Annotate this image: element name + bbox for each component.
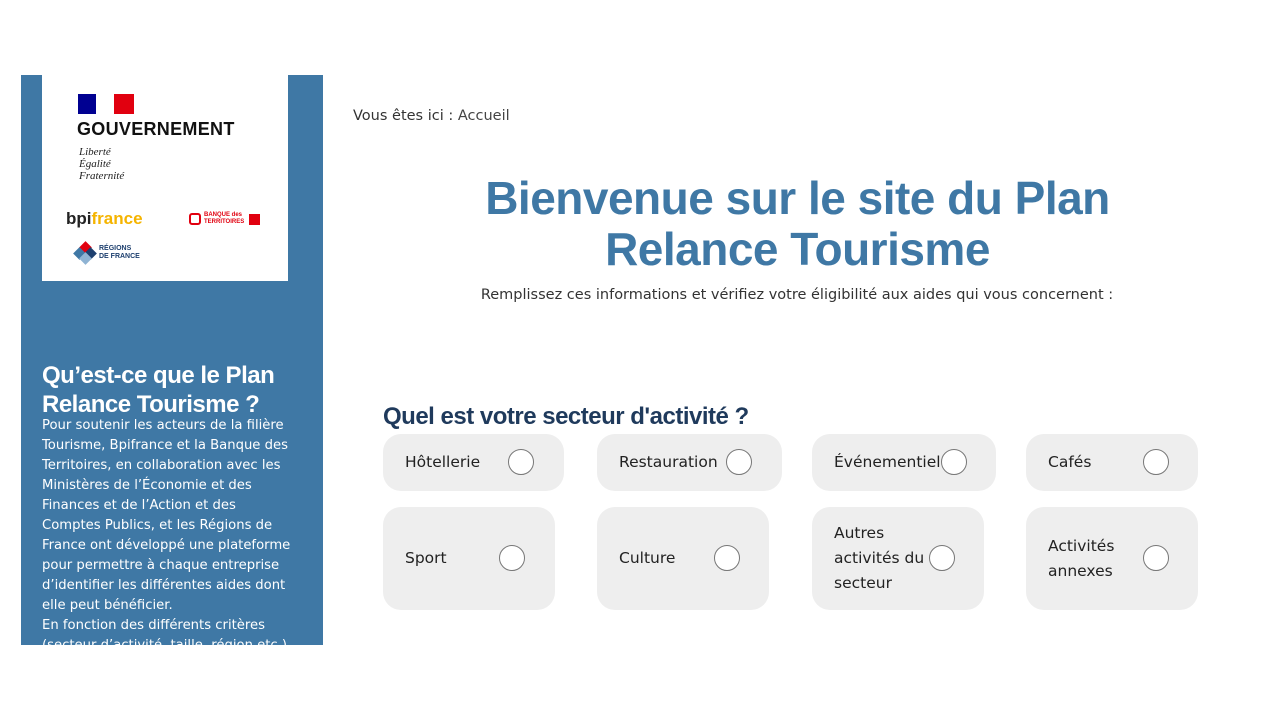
option-activites-annexes[interactable] <box>1026 507 1198 610</box>
option-culture[interactable] <box>597 507 769 610</box>
page-title: Bienvenue sur le site du Plan Relance Tourisme <box>485 171 1110 275</box>
option-sport[interactable] <box>383 507 555 610</box>
breadcrumb-current[interactable]: Accueil <box>457 108 510 124</box>
intro-text: Remplissez ces informations et vérifiez votre éligibilité aux aides qui vous concernent : <box>480 287 1114 303</box>
option-label: Événementiel <box>834 453 941 471</box>
sidebar-description <box>42 416 296 656</box>
partner-logos <box>42 75 288 281</box>
radio-button[interactable] <box>1143 449 1169 475</box>
sidebar-heading: Qu’est-ce que le Plan Relance Tourisme ? <box>42 361 275 418</box>
bpifrance-logo: bpifrance <box>66 209 143 228</box>
option-label: Restauration <box>619 453 718 471</box>
radio-button[interactable] <box>726 449 752 475</box>
radio-button[interactable] <box>1143 545 1169 571</box>
option-label: Sport <box>405 549 447 567</box>
option-label: Hôtellerie <box>405 453 481 471</box>
option-evenementiel[interactable] <box>812 434 996 491</box>
sidebar-paragraph: En fonction des différents critères (secteur d’activité, taille, région etc.) <box>42 618 288 653</box>
option-hotellerie[interactable] <box>383 434 564 491</box>
option-restauration[interactable] <box>597 434 782 491</box>
option-label: Autres activités du secteur <box>834 524 925 592</box>
regions-de-france-logo: RÉGIONS DE FRANCE <box>74 242 140 264</box>
radio-button[interactable] <box>508 449 534 475</box>
sidebar-paragraph: Pour soutenir les acteurs de la filière Tourisme, Bpifrance et la Banque des Territoires, en collaboration avec les Ministères de l’Économie et des Finances et de l’Action et des Comptes Publics, et les Régions de France ont développé une plateforme pour permettre à chaque entreprise d’identifier les différentes aides dont elle peut bénéficier. <box>42 418 291 613</box>
sector-question: Quel est votre secteur d'activité ? <box>383 402 749 430</box>
radio-button[interactable] <box>941 449 967 475</box>
breadcrumb <box>353 108 510 124</box>
marianne-flag-logo <box>78 94 134 114</box>
breadcrumb-prefix: Vous êtes ici : <box>353 108 454 124</box>
option-cafes[interactable] <box>1026 434 1198 491</box>
option-autres-activites[interactable] <box>812 507 984 610</box>
option-label: Activités annexes <box>1048 537 1115 580</box>
option-label: Culture <box>619 549 676 567</box>
radio-button[interactable] <box>499 545 525 571</box>
option-label: Cafés <box>1048 453 1092 471</box>
radio-button[interactable] <box>714 545 740 571</box>
gouvernement-logo-title: GOUVERNEMENT <box>77 119 235 139</box>
gouvernement-motto: Liberté Égalité Fraternité <box>79 146 125 182</box>
banque-des-territoires-logo: BANQUE des TERRITOIRES <box>189 212 260 226</box>
sidebar <box>21 75 323 653</box>
radio-button[interactable] <box>929 545 955 571</box>
